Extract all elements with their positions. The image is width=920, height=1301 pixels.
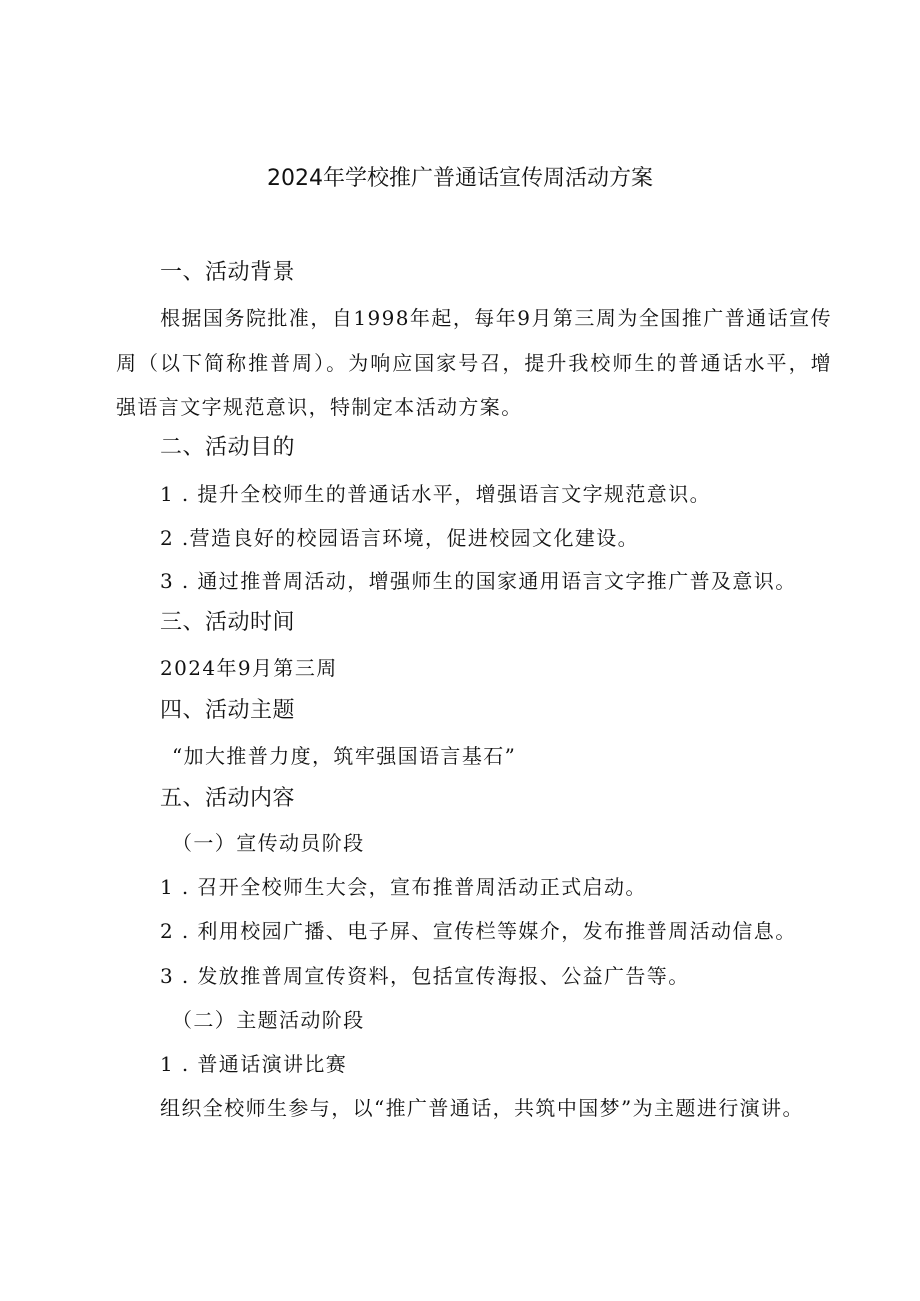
- section-heading-purpose: 二、活动目的: [160, 435, 296, 460]
- publicity-item-3: 3 . 发放推普周宣传资料，包括宣传海报、公益广告等。: [160, 964, 690, 988]
- purpose-item-1: 1 . 提升全校师生的普通话水平，增强语言文字规范意识。: [160, 482, 711, 506]
- publicity-item-2: 2 . 利用校园广播、电子屏、宣传栏等媒介，发布推普周活动信息。: [160, 919, 797, 943]
- purpose-item-2: 2 .营造良好的校园语言环境，促进校园文化建设。: [160, 526, 640, 550]
- time-value: 2024年9月第三周: [160, 656, 338, 680]
- speech-contest-paragraph: [116, 1086, 816, 1131]
- subsection-label-publicity: （一）宣传动员阶段: [172, 831, 365, 855]
- background-paragraph-text: 根据国务院批准，自1998年起，每年9月第三周为全国推广普通话宣传周（以下简称推普周）。为响应国家号召，提升我校师生的普通话水平，增强语言文字规范意识，特制定本活动方案。: [116, 306, 832, 419]
- section-heading-content: 五、活动内容: [160, 786, 296, 811]
- theme-slogan: “加大推普力度，筑牢强国语言基石”: [172, 744, 517, 768]
- subsection-label-activities: （二）主题活动阶段: [172, 1008, 365, 1032]
- speech-contest-paragraph-text: 组织全校师生参与，以“推广普通话，共筑中国梦”为主题进行演讲。: [160, 1096, 804, 1120]
- background-paragraph: [116, 296, 832, 430]
- section-heading-theme: 四、活动主题: [160, 698, 296, 723]
- document-title: 2024年学校推广普通话宣传周活动方案: [267, 166, 653, 191]
- section-heading-background: 一、活动背景: [160, 260, 296, 285]
- purpose-item-3: 3 . 通过推普周活动，增强师生的国家通用语言文字推广普及意识。: [160, 569, 797, 593]
- activity-item-1: 1 . 普通话演讲比赛: [160, 1052, 348, 1076]
- publicity-item-1: 1 . 召开全校师生大会，宣布推普周活动正式启动。: [160, 875, 647, 899]
- section-heading-time: 三、活动时间: [160, 610, 296, 635]
